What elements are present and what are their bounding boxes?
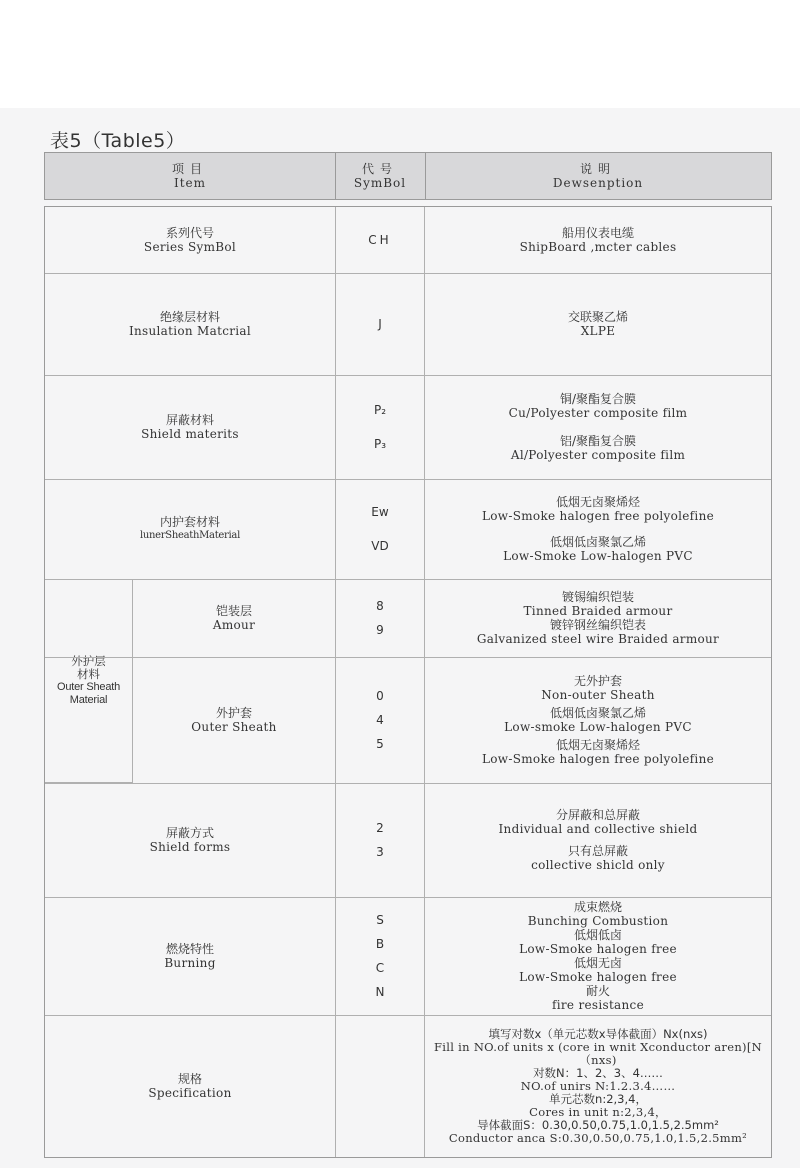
desc-entry: [511, 434, 685, 462]
symbol-cell: [335, 657, 425, 783]
desc-entry: [503, 535, 693, 563]
item-cell: [45, 375, 335, 479]
outer-label-en: Material: [69, 693, 108, 706]
table-row-shield-forms: [45, 783, 771, 898]
item-en: Shield forms: [149, 840, 231, 854]
table-row-shield-material: [45, 375, 771, 480]
desc-cell: [425, 479, 771, 579]
header-symbol: [335, 153, 425, 199]
item-zh: 外护套: [215, 706, 252, 720]
item-zh: 屏蔽材料: [165, 413, 214, 427]
symbol-cell: [335, 579, 425, 657]
desc-zh: 低烟低卤聚氯乙烯: [549, 535, 646, 549]
desc-zh: 低烟无卤: [573, 956, 622, 970]
header-description: [425, 153, 771, 199]
desc-zh: 铝/聚酯复合膜: [559, 434, 637, 448]
desc-entry: [499, 808, 698, 836]
desc-entry: [482, 495, 714, 523]
table-row-inner-sheath: [45, 479, 771, 580]
symbol-value: 3: [376, 845, 384, 859]
symbol-value: C: [375, 961, 385, 975]
symbol-value: 5: [376, 737, 384, 751]
symbol-value: S: [376, 913, 384, 927]
item-cell: [45, 273, 335, 375]
item-zh: 铠装层: [215, 604, 252, 618]
item-en: Outer Sheath: [191, 720, 277, 734]
desc-entry: [509, 392, 688, 420]
desc-zh: 低烟低卤聚氯乙烯: [549, 706, 646, 720]
symbol-value: N: [375, 985, 385, 999]
item-zh: 绝缘层材料: [159, 310, 220, 324]
item-zh: 屏蔽方式: [165, 826, 214, 840]
desc-entry: [482, 738, 714, 766]
header-desc-en: Dewsenption: [552, 176, 644, 190]
desc-zh: 交联聚乙烯: [567, 310, 628, 324]
item-zh: 系列代号: [165, 226, 214, 240]
desc-entry: [531, 844, 665, 872]
spec-line: Conductor anca S:0.30,0.50,0.75,1.0,1.5,2.5mm²: [448, 1130, 748, 1145]
desc-en: collective shicld only: [531, 858, 665, 872]
item-en: Series SymBol: [143, 240, 237, 254]
header-symbol-zh: 代号: [361, 162, 398, 176]
symbol-value: VD: [371, 539, 389, 553]
symbol-value: 4: [376, 713, 384, 727]
symbol-value: P₂: [373, 403, 387, 417]
outer-label-en: Outer Sheath: [56, 680, 121, 693]
item-cell: [45, 897, 335, 1015]
header-symbol-en: SymBol: [353, 176, 407, 190]
spec-line: 单元芯数n:2,3,4，: [549, 1091, 647, 1106]
item-zh: 燃烧特性: [165, 942, 214, 956]
table-row-armour: [45, 579, 771, 658]
symbol-cell: [335, 375, 425, 479]
header-item-zh: 项目: [171, 162, 208, 176]
symbol-cell: [335, 897, 425, 1015]
desc-en: fire resistance: [552, 998, 644, 1012]
header-item: [45, 153, 335, 199]
item-cell: [45, 479, 335, 579]
symbol-value: 9: [376, 623, 384, 637]
spec-line: NO.of unirs N:1.2.3.4……: [520, 1078, 676, 1093]
symbol-cell: [335, 207, 425, 273]
desc-zh: 镀锡编织铠装: [561, 590, 634, 604]
table-header: [44, 152, 772, 200]
spec-line: Fill in NO.of units x (core in wnit Xconductor aren)[N（nxs): [434, 1039, 762, 1067]
desc-entry: [541, 674, 655, 702]
desc-cell: [425, 375, 771, 479]
desc-en: Individual and collective shield: [498, 822, 698, 836]
desc-en: Non-outer Sheath: [541, 688, 655, 702]
spec-line: 填写对数x（单元芯数x导体截面）Nx(nxs): [488, 1026, 708, 1041]
desc-zh: 镀锌钢丝编织铠表: [549, 618, 646, 632]
desc-en: Low-Smoke halogen free: [519, 942, 677, 956]
item-cell: [133, 579, 335, 657]
item-cell: [133, 657, 335, 783]
desc-en: Low-smoke Low-halogen PVC: [504, 720, 692, 734]
symbol-value: J: [378, 317, 382, 331]
header-item-en: Item: [173, 176, 207, 190]
symbol-value: B: [375, 937, 385, 951]
item-zh: 规格: [177, 1072, 202, 1086]
desc-en: Low-Smoke halogen free polyolefine: [482, 752, 714, 766]
desc-zh: 低烟无卤聚烯烃: [555, 738, 640, 752]
desc-zh: 耐火: [585, 984, 610, 998]
outer-label-zh: 材料: [77, 666, 100, 681]
item-en: Insulation Matcrial: [128, 324, 252, 338]
symbol-cell: [335, 273, 425, 375]
desc-en: Al/Polyester composite film: [510, 448, 686, 462]
item-en: lunerSheathMaterial: [140, 530, 240, 541]
spec-table: [44, 206, 772, 1158]
header-desc-zh: 说明: [579, 162, 616, 176]
desc-zh: 船用仪表电缆: [561, 226, 634, 240]
table-row-series: [45, 207, 771, 274]
symbol-value: P₃: [373, 437, 387, 451]
desc-en: Cu/Polyester composite film: [508, 406, 688, 420]
desc-en: XLPE: [580, 324, 616, 338]
item-zh: 内护套材料: [159, 515, 220, 529]
table-row-outer-sheath: [45, 653, 771, 784]
table-row-insulation: [45, 273, 771, 376]
spec-line: 对数N：1、2、3、4……: [533, 1065, 663, 1080]
desc-en: Low-Smoke halogen free polyolefine: [482, 509, 714, 523]
spec-line: Cores in unit n:2,3,4，: [529, 1104, 667, 1119]
item-en: Burning: [164, 956, 216, 970]
desc-zh: 分屏蔽和总屏蔽: [555, 808, 640, 822]
desc-en: Tinned Braided armour: [523, 604, 673, 618]
desc-entry: [504, 706, 692, 734]
item-cell: [45, 1015, 335, 1157]
desc-zh: 只有总屏蔽: [567, 844, 628, 858]
item-en: Amour: [212, 618, 256, 632]
desc-zh: 铜/聚酯复合膜: [559, 392, 637, 406]
item-cell: [45, 207, 335, 273]
desc-cell: [425, 579, 771, 657]
desc-cell: [425, 783, 771, 897]
desc-en: Low-Smoke halogen free: [519, 970, 677, 984]
desc-cell: [425, 1015, 771, 1157]
symbol-value: 0: [376, 689, 384, 703]
desc-zh: 低烟低卤: [573, 928, 622, 942]
outer-label-zh: 外护层: [71, 653, 106, 668]
symbol-value: 8: [376, 599, 384, 613]
desc-en: Low-Smoke Low-halogen PVC: [503, 549, 693, 563]
desc-cell: [425, 657, 771, 783]
table-caption: 表5（Table5）: [50, 130, 186, 152]
spec-line: 导体截面S：0.30,0.50,0.75,1.0,1.5,2.5mm²: [477, 1117, 719, 1132]
symbol-value: Ew: [371, 505, 389, 519]
table-row-specification: [45, 1015, 771, 1157]
desc-en: ShipBoard ,mcter cables: [519, 240, 677, 254]
item-en: Specification: [148, 1086, 232, 1100]
desc-cell: [425, 273, 771, 375]
item-en: Shield materits: [141, 427, 239, 441]
symbol-cell: [335, 1015, 425, 1157]
symbol-cell: [335, 479, 425, 579]
table-row-burning: [45, 897, 771, 1016]
symbol-value: 2: [376, 821, 384, 835]
desc-cell: [425, 207, 771, 273]
desc-zh: 低烟无卤聚烯烃: [555, 495, 640, 509]
item-cell: [45, 783, 335, 897]
desc-zh: 成束燃烧: [573, 900, 622, 914]
symbol-value: CH: [368, 233, 392, 247]
desc-cell: [425, 897, 771, 1015]
desc-en: Bunching Combustion: [527, 914, 669, 928]
desc-zh: 无外护套: [573, 674, 622, 688]
symbol-cell: [335, 783, 425, 897]
desc-en: Galvanized steel wire Braided armour: [476, 632, 720, 646]
